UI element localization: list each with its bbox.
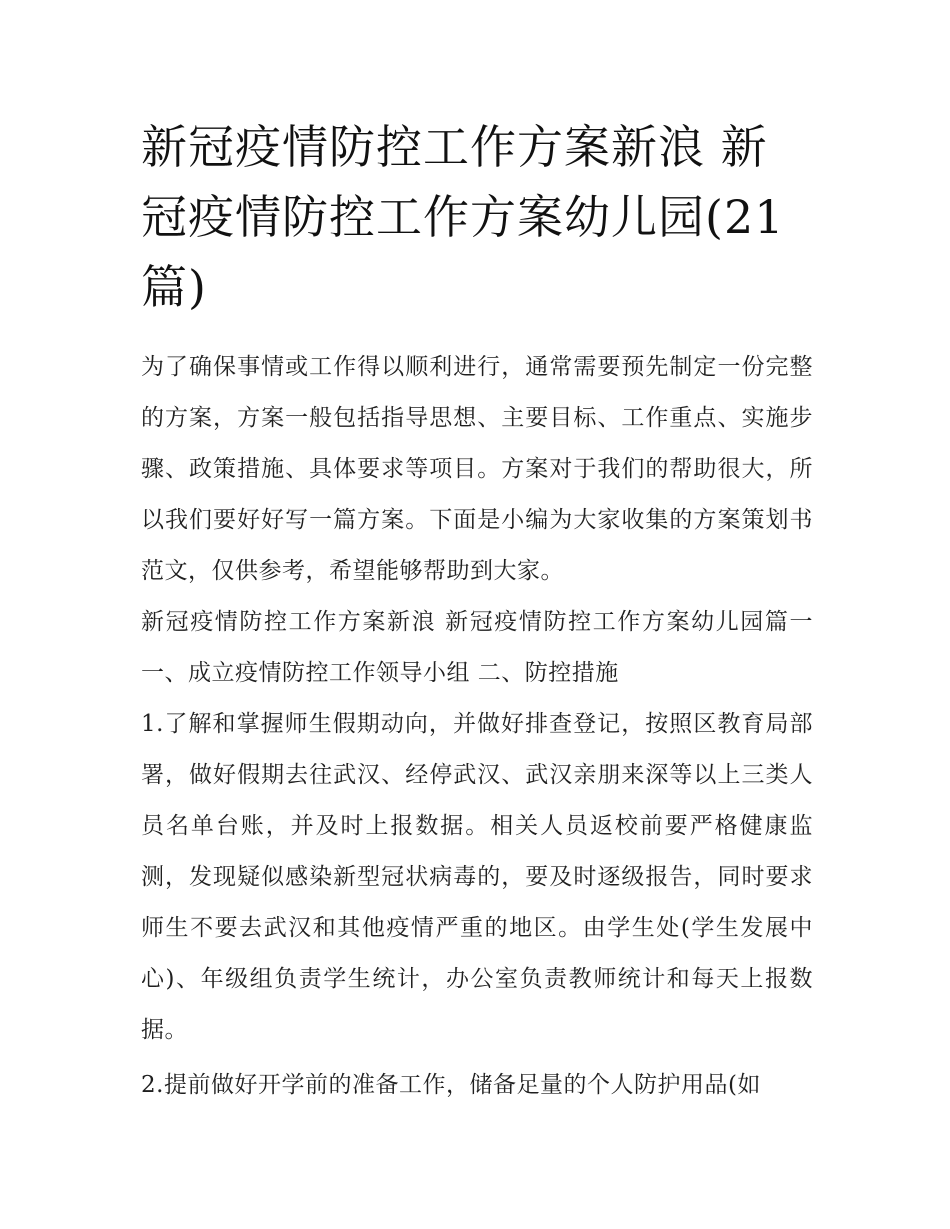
- intro-paragraph: 为了确保事情或工作得以顺利进行，通常需要预先制定一份完整的方案，方案一般包括指导思想、主要目标、工作重点、实施步骤、政策措施、具体要求等项目。方案对于我们的帮助很大，所以我们要好好写一篇方案。下面是小编为大家收集的方案策划书范文，仅供参考，希望能够帮助到大家。: [141, 354, 813, 584]
- measure-2-paragraph: 2.提前做好开学前的准备工作，储备足量的个人防护用品(如: [141, 1072, 761, 1098]
- section-heading-paragraph: 新冠疫情防控工作方案新浪 新冠疫情防控工作方案幼儿园篇一 一、成立疫情防控工作领导小组 二、防控措施: [141, 609, 813, 686]
- measure-1-paragraph: 1.了解和掌握师生假期动向，并做好排查登记，按照区教育局部署，做好假期去往武汉、经停武汉、武汉亲朋来深等以上三类人员名单台账，并及时上报数据。相关人员返校前要严格健康监测，发现疑似感染新型冠状病毒的，要及时逐级报告，同时要求师生不要去武汉和其他疫情严重的地区。由学生处(学生发展中心)、年级组负责学生统计，办公室负责教师统计和每天上报数据。: [141, 711, 813, 1043]
- document-title: 新冠疫情防控工作方案新浪 新冠疫情防控工作方案幼儿园(21篇): [141, 120, 785, 314]
- document-page: [141, 112, 813, 1111]
